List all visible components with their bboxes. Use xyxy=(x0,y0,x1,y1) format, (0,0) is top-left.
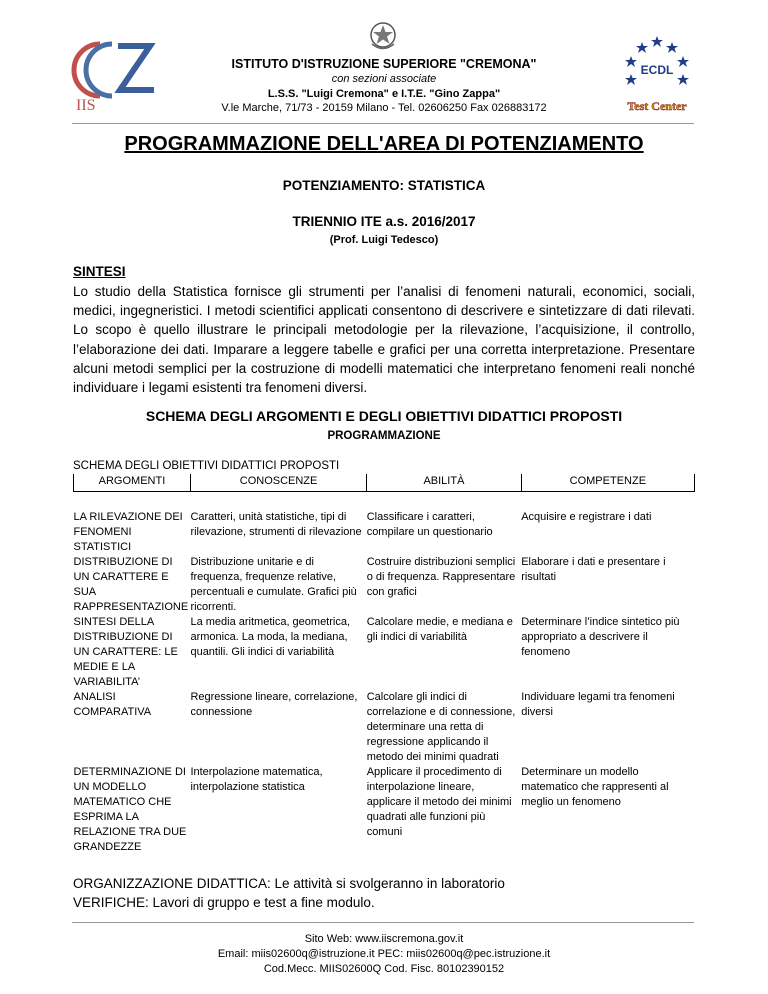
footer xyxy=(0,932,768,977)
institute-subtitle: con sezioni associate xyxy=(331,73,437,85)
subject-title: POTENZIAMENTO: STATISTICA xyxy=(282,178,486,193)
sintesi-heading: SINTESI xyxy=(73,264,126,279)
cell-abilita: Calcolare gli indici di correlazione e di connessione, determinare una retta di regressione applicando il metodo dei minimi quadrati xyxy=(366,690,516,763)
republic-emblem-icon xyxy=(368,20,398,52)
logo-text: IIS xyxy=(76,97,96,112)
cell-abilita: Applicare il procedimento di interpolazione lineare, applicare il metodo dei minimi quadrati alle funzioni più comuni xyxy=(366,765,512,838)
organizzazione-text: ORGANIZZAZIONE DIDATTICA: Le attività si svolgeranno in laboratorio xyxy=(73,876,505,891)
cell-abilita: Costruire distribuzioni semplici o di frequenza. Rappresentare con grafici xyxy=(366,555,516,598)
table-caption: SCHEMA DEGLI OBIETTIVI DIDATTICI PROPOSTI xyxy=(73,460,340,472)
cell-competenze: Determinare un modello matematico che rappresenti al meglio un fenomeno xyxy=(521,765,669,808)
cell-conoscenze: Regressione lineare, correlazione, connessione xyxy=(190,690,358,718)
header-competenze: COMPETENZE xyxy=(521,474,694,492)
institute-name: ISTITUTO D'ISTRUZIONE SUPERIORE "CREMONA" xyxy=(231,57,537,71)
page-title: PROGRAMMAZIONE DELL'AREA DI POTENZIAMENTO xyxy=(124,133,644,155)
cell-argomento: DETERMINAZIONE DI UN MODELLO MATEMATICO CHE ESPRIMA LA RELAZIONE TRA DUE GRANDEZZE xyxy=(73,765,187,853)
footer-divider xyxy=(72,922,694,923)
header-abilita: ABILITÀ xyxy=(367,474,522,492)
cell-conoscenze: La media aritmetica, geometrica, armonica. La moda, la mediana, quantili. Gli indici di variabilità xyxy=(190,615,351,658)
cell-argomento: DISTRIBUZIONE DI UN CARATTERE E SUA RAPPRESENTAZIONE xyxy=(73,555,189,613)
teacher-name: (Prof. Luigi Tedesco) xyxy=(329,234,439,246)
header-conoscenze: CONOSCENZE xyxy=(190,474,366,492)
table-row xyxy=(74,765,695,855)
cell-abilita: Classificare i caratteri, compilare un questionario xyxy=(366,510,493,538)
course-title: TRIENNIO ITE a.s. 2016/2017 xyxy=(292,214,476,229)
objectives-table xyxy=(73,474,695,855)
sintesi-text: Lo studio della Statistica fornisce gli strumenti per l’analisi di fenomeni naturali, economici, sociali, medici, ingegneristici. I metodi scientifici applicati consentono di descrivere e sintetizzare di dati rilevati. Lo scopo è quello illustrare le principali metodologie per la rilevazione, l’acquisizione, il controllo, l’elaborazione dei dati. Imparare a leggere tabelle e grafici per una corretta interpretazione. Presentare alcuni metodi semplici per la costruzione di modelli matematici che interpretano fenomeni reali nonché individuare i legami esistenti tra fenomeni diversi. xyxy=(73,284,695,396)
institute-schools: L.S.S. "Luigi Cremona" e I.T.E. "Gino Zappa" xyxy=(267,88,501,100)
ecdl-text: ECDL xyxy=(640,63,674,77)
programmazione-heading: PROGRAMMAZIONE xyxy=(327,430,441,442)
header-argomenti: ARGOMENTI xyxy=(74,474,191,492)
cell-argomento: SINTESI DELLA DISTRIBUZIONE DI UN CARATTERE: LE MEDIE E LA VARIABILITA’ xyxy=(73,615,178,688)
footer-codes: Cod.Mecc. MIIS02600Q Cod. Fisc. 80102390152 xyxy=(263,963,505,975)
cell-conoscenze: Interpolazione matematica, interpolazione statistica xyxy=(190,765,323,793)
table-row xyxy=(74,555,695,615)
cell-argomento: LA RILEVAZIONE DEI FENOMENI STATISTICI xyxy=(73,510,183,553)
cell-abilita: Calcolare medie, e mediana e gli indici di variabilità xyxy=(366,615,513,643)
table-header-row xyxy=(74,474,695,492)
table-row xyxy=(74,510,695,555)
cell-conoscenze: Distribuzione unitarie e di frequenza, frequenze relative, percentuali e cumulate. Grafici più ricorrenti. xyxy=(190,555,357,613)
cell-conoscenze: Caratteri, unità statistiche, tipi di rilevazione, strumenti di rilevazione xyxy=(190,510,362,538)
cell-argomento: ANALISI COMPARATIVA xyxy=(73,690,152,718)
institute-address: V.le Marche, 71/73 - 20159 Milano - Tel. 02606250 Fax 026883172 xyxy=(221,102,547,114)
verifiche-text: VERIFICHE: Lavori di gruppo e test a fine modulo. xyxy=(73,895,375,910)
footer-email: Email: miis02600q@istruzione.it PEC: miis02600q@pec.istruzione.it xyxy=(217,948,551,960)
table-row xyxy=(74,615,695,690)
schema-heading: SCHEMA DEGLI ARGOMENTI E DEGLI OBIETTIVI DIDATTICI PROPOSTI xyxy=(145,408,623,424)
footer-web: Sito Web: www.iiscremona.gov.it xyxy=(304,933,464,945)
cell-competenze: Determinare l’indice sintetico più appropriato a descrivere il fenomeno xyxy=(521,615,680,658)
test-center-text: Test Center xyxy=(627,99,687,113)
table-row xyxy=(74,690,695,765)
cell-competenze: Individuare legami tra fenomeni diversi xyxy=(521,690,675,718)
organizzazione-block xyxy=(73,874,505,912)
cell-competenze: Acquisire e registrare i dati xyxy=(521,510,652,523)
header-divider xyxy=(72,123,694,124)
cell-competenze: Elaborare i dati e presentare i risultati xyxy=(521,555,666,583)
